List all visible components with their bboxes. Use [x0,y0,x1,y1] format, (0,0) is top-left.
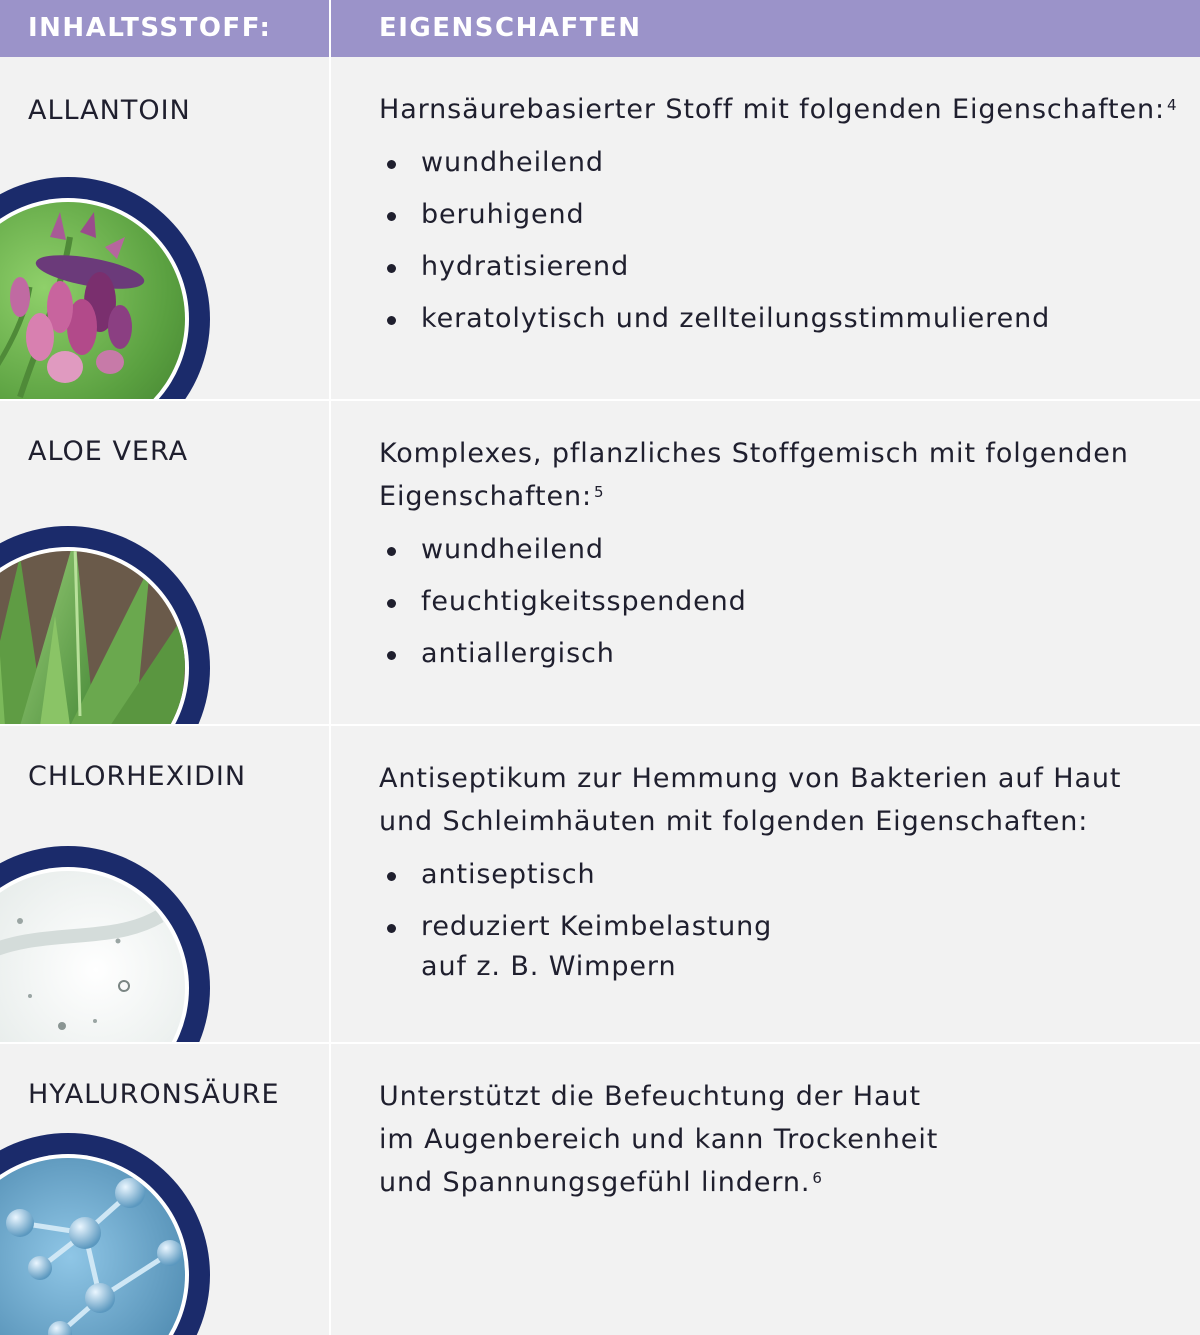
molecule-icon [0,1133,330,1335]
header-ingredient: INHALTSSTOFF: [28,13,272,43]
properties-list [379,530,1139,674]
table-row-hyaluronsaeure [0,1044,1200,1335]
table-row-aloe-vera [0,401,1200,724]
properties-list [379,855,1139,987]
properties-text [379,1075,959,1204]
properties-list [379,143,1179,339]
ingredient-name: CHLORHEXIDIN [28,761,247,792]
gel-icon [0,846,330,1042]
list-item: antiseptisch [379,855,1139,895]
header-properties: EIGENSCHAFTEN [379,13,642,43]
header-divider [329,0,331,57]
ingredient-name: ALOE VERA [28,436,189,467]
footnote-marker: 4 [1167,96,1178,114]
comfrey-flower-icon [0,177,330,399]
properties-text [379,432,1139,686]
properties-intro: Antiseptikum zur Hemmung von Bakterien auf Haut und Schleimhäuten mit folgenden Eigenschaften: [379,763,1122,837]
list-item: hydratisierend [379,247,1179,287]
table-row-chlorhexidin [0,726,1200,1042]
aloe-vera-icon [0,526,330,724]
properties-text [379,757,1139,999]
list-item: reduziert Keimbelastung auf z. B. Wimpern [379,907,821,987]
list-item: beruhigend [379,195,1179,235]
properties-intro: Unterstützt die Befeuchtung der Haut im Augenbereich und kann Trockenheit und Spannungsgefühl lindern. $^6$ [379,1081,939,1198]
list-item: wundheilend [379,530,1139,570]
list-item: antiallergisch [379,634,1139,674]
properties-intro: Harnsäurebasierter Stoff mit folgenden Eigenschaften: $^4$ [379,94,1178,125]
table-header [0,0,1200,57]
list-item: feuchtigkeitsspendend [379,582,1139,622]
list-item: keratolytisch und zellteilungsstimmulierend [379,299,1179,339]
ingredient-name: HYALURONSÄURE [28,1079,280,1110]
properties-text [379,88,1179,351]
list-item: wundheilend [379,143,1179,183]
footnote-marker: 5 [594,483,605,501]
table-row-allantoin [0,57,1200,399]
properties-intro: Komplexes, pflanzliches Stoffgemisch mit folgenden Eigenschaften: $^5$ [379,438,1129,512]
footnote-marker: 6 [812,1169,823,1187]
ingredient-name: ALLANTOIN [28,95,191,126]
